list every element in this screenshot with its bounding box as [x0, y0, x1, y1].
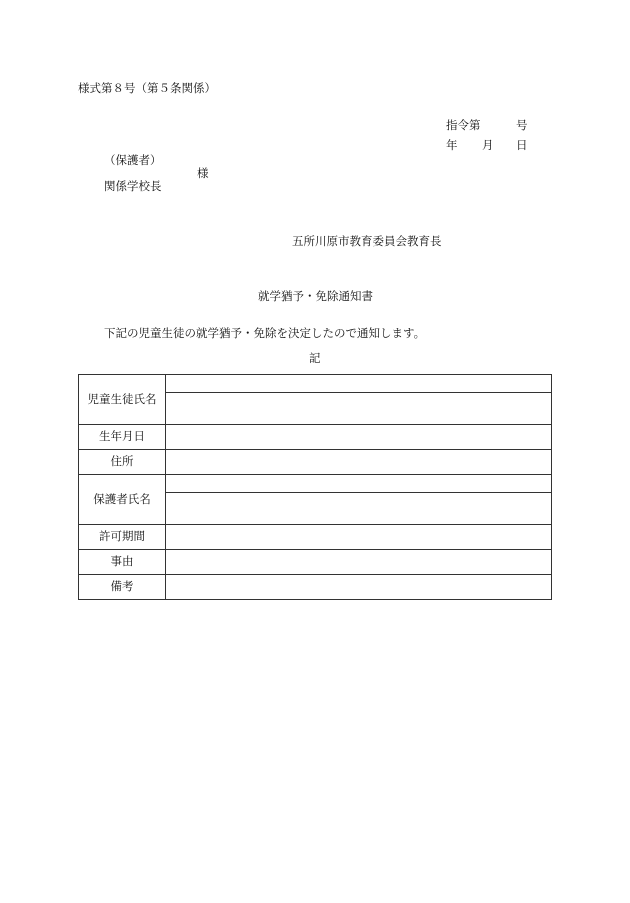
table-row	[79, 375, 552, 393]
ki-heading: 記	[309, 351, 321, 365]
reason-label: 事由	[79, 550, 166, 575]
form-number: 様式第８号（第５条関係）	[78, 81, 216, 95]
issuer-name: 五所川原市教育委員会教育長	[292, 234, 442, 248]
table-row	[79, 450, 552, 475]
addressee-honorific: 様	[197, 166, 209, 180]
remarks-cell	[166, 575, 552, 600]
table-row	[79, 575, 552, 600]
date-day-label: 日	[516, 138, 528, 152]
addressee-guardian: （保護者）	[104, 153, 162, 167]
table-row	[79, 425, 552, 450]
table-row	[79, 525, 552, 550]
student-name-label: 児童生徒氏名	[79, 375, 166, 425]
document-title: 就学猶予・免除通知書	[258, 289, 373, 303]
reference-number-suffix: 号	[516, 118, 528, 132]
guardian-name-kana-cell	[166, 475, 552, 493]
birth-date-cell	[166, 425, 552, 450]
guardian-name-cell	[166, 493, 552, 525]
details-table	[78, 374, 552, 600]
student-name-cell	[166, 393, 552, 425]
addressee-principal: 関係学校長	[104, 179, 162, 193]
permit-period-label: 許可期間	[79, 525, 166, 550]
address-label: 住所	[79, 450, 166, 475]
guardian-name-label: 保護者氏名	[79, 475, 166, 525]
date-year-label: 年	[446, 138, 458, 152]
permit-period-cell	[166, 525, 552, 550]
address-cell	[166, 450, 552, 475]
birth-date-label: 生年月日	[79, 425, 166, 450]
date-month-label: 月	[482, 138, 494, 152]
reason-cell	[166, 550, 552, 575]
body-text: 下記の児童生徒の就学猶予・免除を決定したので通知します。	[104, 326, 426, 340]
table-row	[79, 475, 552, 493]
student-name-kana-cell	[166, 375, 552, 393]
reference-number-label: 指令第	[446, 118, 481, 132]
remarks-label: 備考	[79, 575, 166, 600]
table-row	[79, 550, 552, 575]
